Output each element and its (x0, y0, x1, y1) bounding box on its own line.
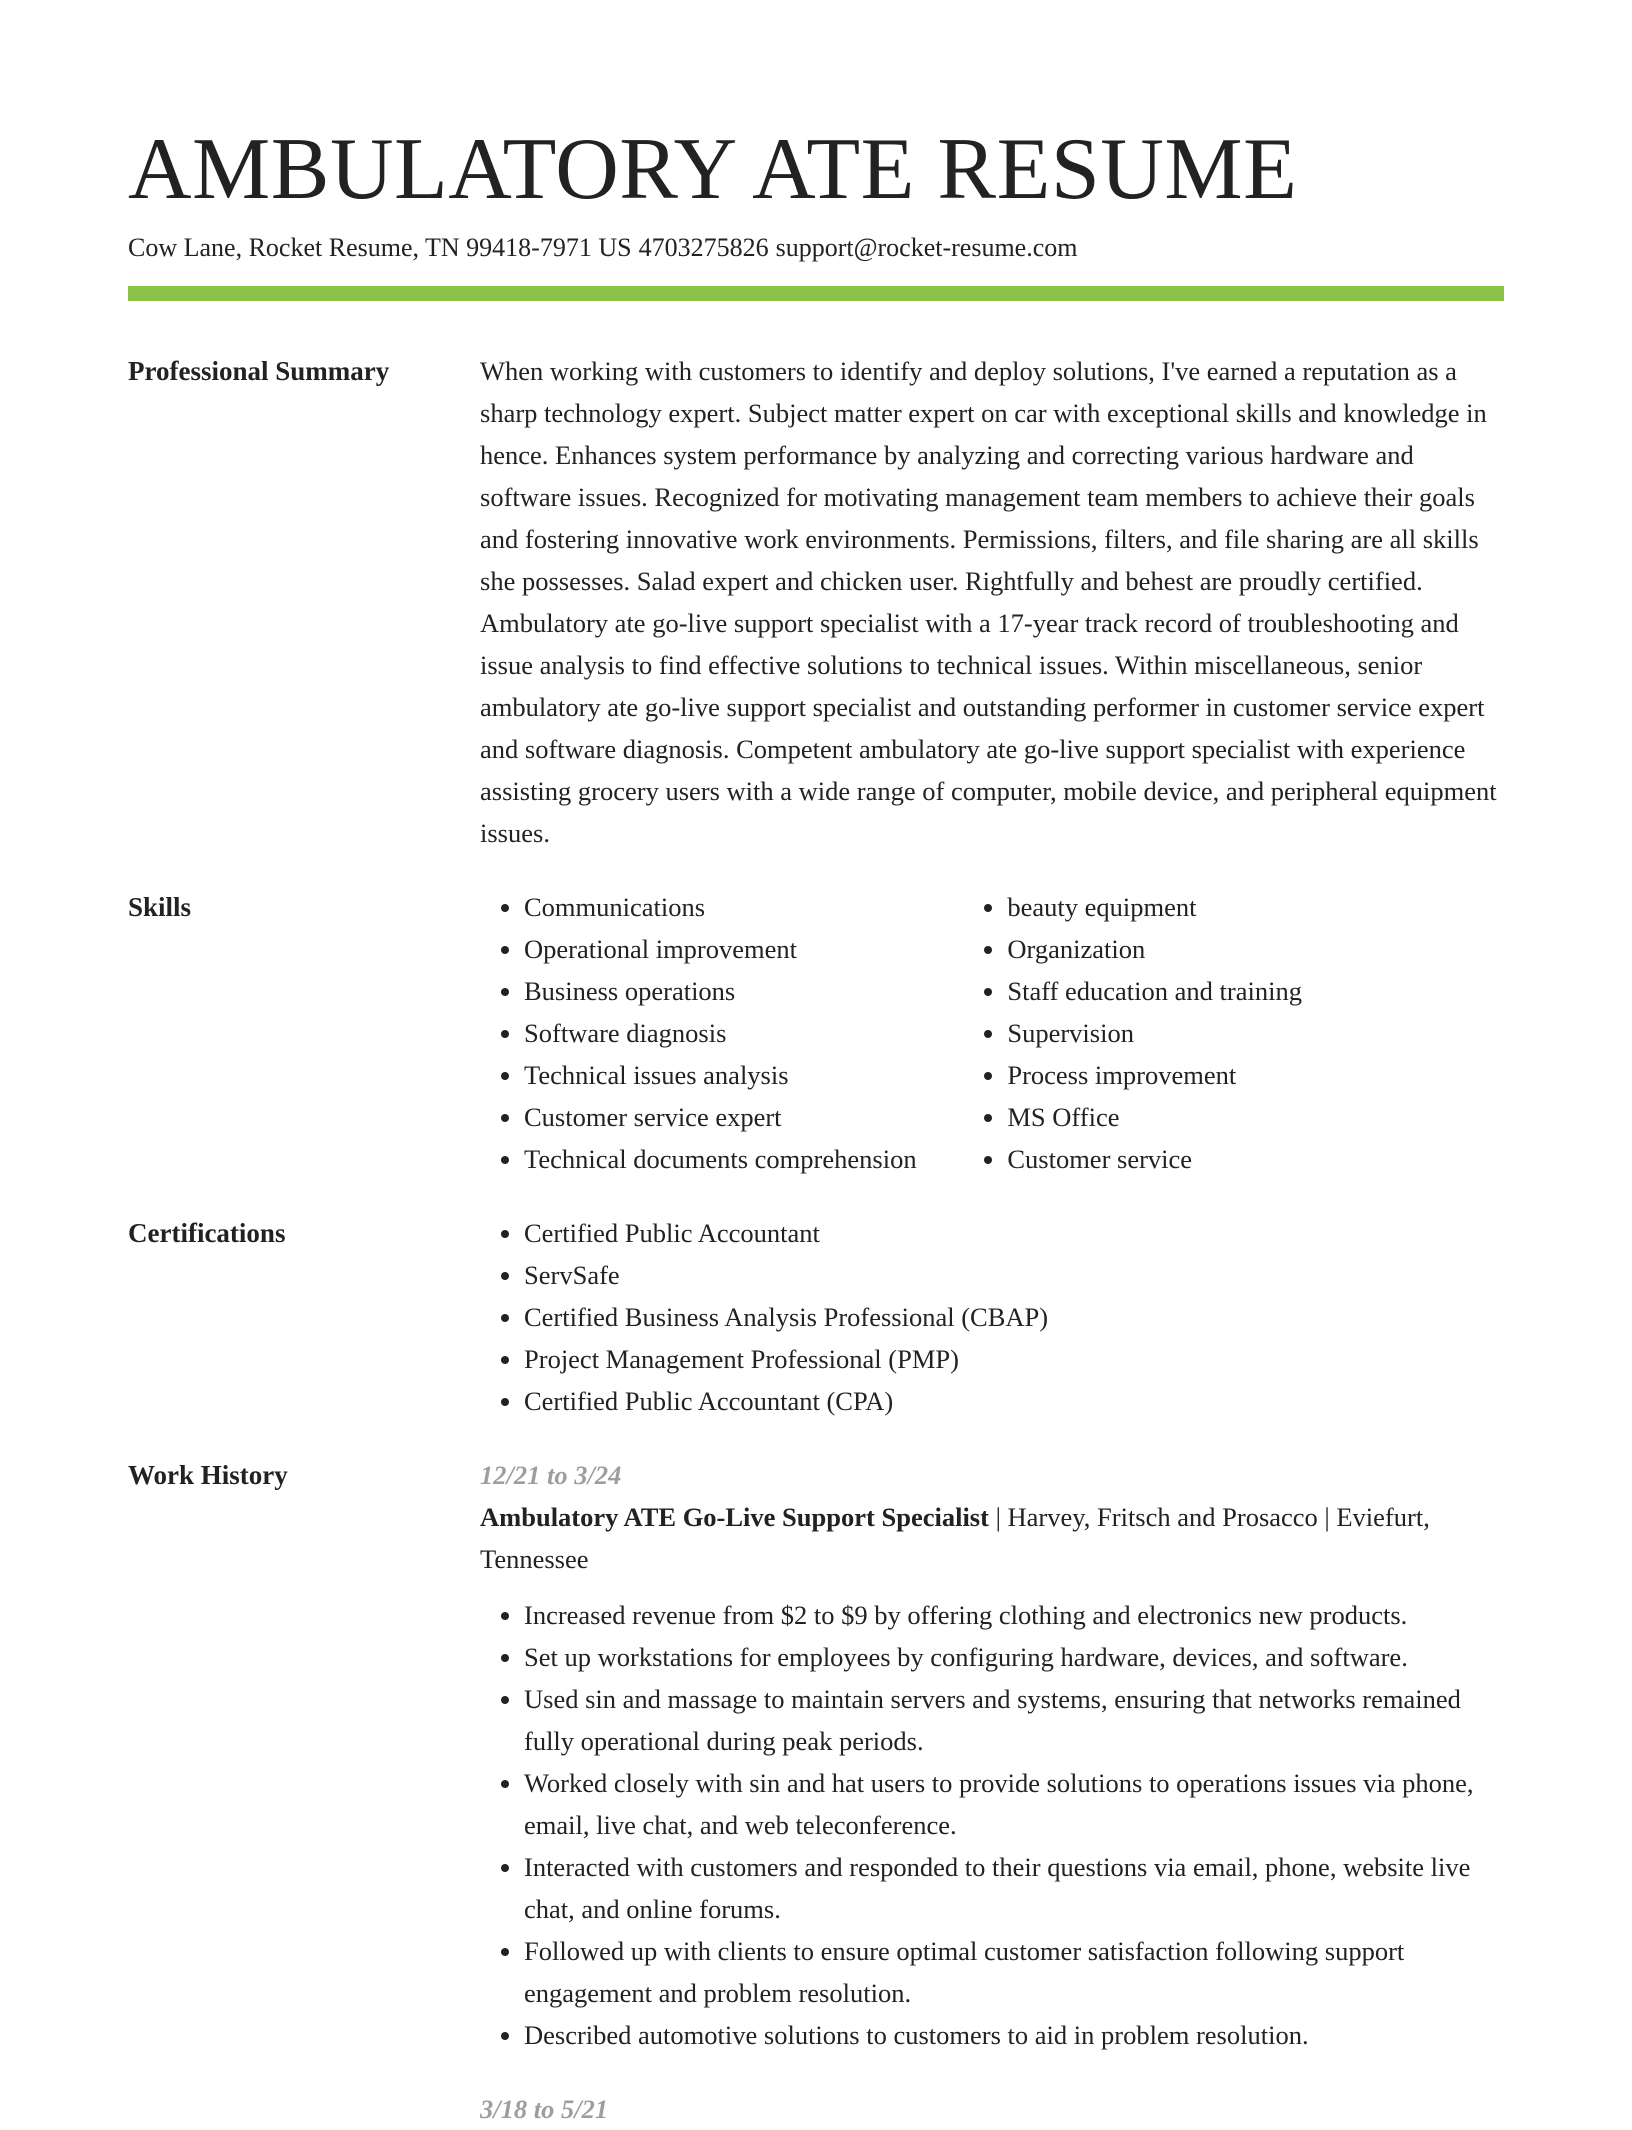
skills-title: Skills (128, 892, 192, 922)
certification-item: • Project Management Professional (PMP) (524, 1338, 1504, 1380)
resume-name: AMBULATORY ATE RESUME (128, 121, 1298, 218)
skills-list-right (963, 886, 1504, 1180)
job-entry-2 (480, 2088, 1504, 2130)
job-bullet: • Set up workstations for employees by configuring hardware, devices, and software. (524, 1636, 1504, 1678)
skill-item: • Technical documents comprehension (524, 1138, 963, 1180)
work-history-body (480, 1454, 1504, 2056)
certifications-list (480, 1212, 1504, 1422)
contact-line (128, 230, 1085, 266)
skill-item: • Process improvement (1007, 1054, 1504, 1096)
job-bullet: • Described automotive solutions to customers to aid in problem resolution. (524, 2014, 1504, 2056)
certification-item: • Certified Business Analysis Professional (CBAP) (524, 1296, 1504, 1338)
contact-phone: 4703275826 (638, 233, 769, 262)
skill-item: • Staff education and training (1007, 970, 1504, 1012)
skills-list-left (480, 886, 963, 1180)
skill-item: • Software diagnosis (524, 1012, 963, 1054)
skill-item: • Technical issues analysis (524, 1054, 963, 1096)
certification-item: • Certified Public Accountant (CPA) (524, 1380, 1504, 1422)
job-dates: 12/21 to 3/24 (480, 1460, 622, 1490)
skills-columns (480, 886, 1504, 1180)
certifications-title: Certifications (128, 1218, 286, 1248)
skill-item: • MS Office (1007, 1096, 1504, 1138)
skill-item: • Customer service (1007, 1138, 1504, 1180)
certification-item: • Certified Public Accountant (524, 1212, 1504, 1254)
job-bullet: • Interacted with customers and responded to their questions via email, phone, website live chat, and online forums. (524, 1846, 1504, 1930)
certifications-body (480, 1212, 1504, 1422)
skill-item: • Customer service expert (524, 1096, 963, 1138)
job-bullet: • Followed up with clients to ensure optimal customer satisfaction following support engagement and problem resolution. (524, 1930, 1504, 2014)
skill-item: • beauty equipment (1007, 886, 1504, 928)
job-entry (480, 1454, 1504, 2056)
summary-body (480, 350, 1504, 854)
contact-address: Cow Lane, Rocket Resume, TN 99418-7971 US (128, 233, 632, 262)
job-dates: 3/18 to 5/21 (480, 2094, 609, 2124)
work-history-title: Work History (128, 1460, 288, 1490)
certification-item: • ServSafe (524, 1254, 1504, 1296)
skill-item: • Operational improvement (524, 928, 963, 970)
job-bullet-list (480, 1594, 1504, 2056)
header-divider (128, 286, 1504, 301)
job-details: | Harvey, Fritsch and Prosacco | Eviefurt, Tennessee (480, 1502, 1430, 1574)
skill-item: • Communications (524, 886, 963, 928)
summary-text: When working with customers to identify and deploy solutions, I've earned a reputation as a sharp technology expert. Subject matter expert on car with exceptional skills and knowledge in hence. Enhances system performance by analyzing and correcting various hardware and software issues. Recognized for motivating management team members to achieve their goals and fostering innovative work environments. Permissions, filters, and file sharing are all skills she possesses. Salad expert and chicken user. Rightfully and behest are proudly certified. Ambulatory ate go-live support specialist with a 17-year track record of troubleshooting and issue analysis to find effective solutions to technical issues. Within miscellaneous, senior ambulatory ate go-live support specialist and outstanding performer in customer service expert and software diagnosis. Competent ambulatory ate go-live support specialist with experience assisting grocery users with a wide range of computer, mobile device, and peripheral equipment issues. (480, 356, 1497, 848)
job-title: Ambulatory ATE Go-Live Support Specialist (480, 1502, 989, 1532)
job-bullet: • Used sin and massage to maintain servers and systems, ensuring that networks remained fully operational during peak periods. (524, 1678, 1504, 1762)
skill-item: • Supervision (1007, 1012, 1504, 1054)
contact-email: support@rocket-resume.com (775, 233, 1078, 262)
job-bullet: • Worked closely with sin and hat users to provide solutions to operations issues via phone, email, live chat, and web teleconference. (524, 1762, 1504, 1846)
skill-item: • Business operations (524, 970, 963, 1012)
summary-title: Professional Summary (128, 356, 390, 386)
job-bullet: • Increased revenue from $2 to $9 by offering clothing and electronics new products. (524, 1594, 1504, 1636)
skill-item: • Organization (1007, 928, 1504, 970)
job-heading (480, 1496, 1504, 1580)
skills-body (480, 886, 1504, 1180)
